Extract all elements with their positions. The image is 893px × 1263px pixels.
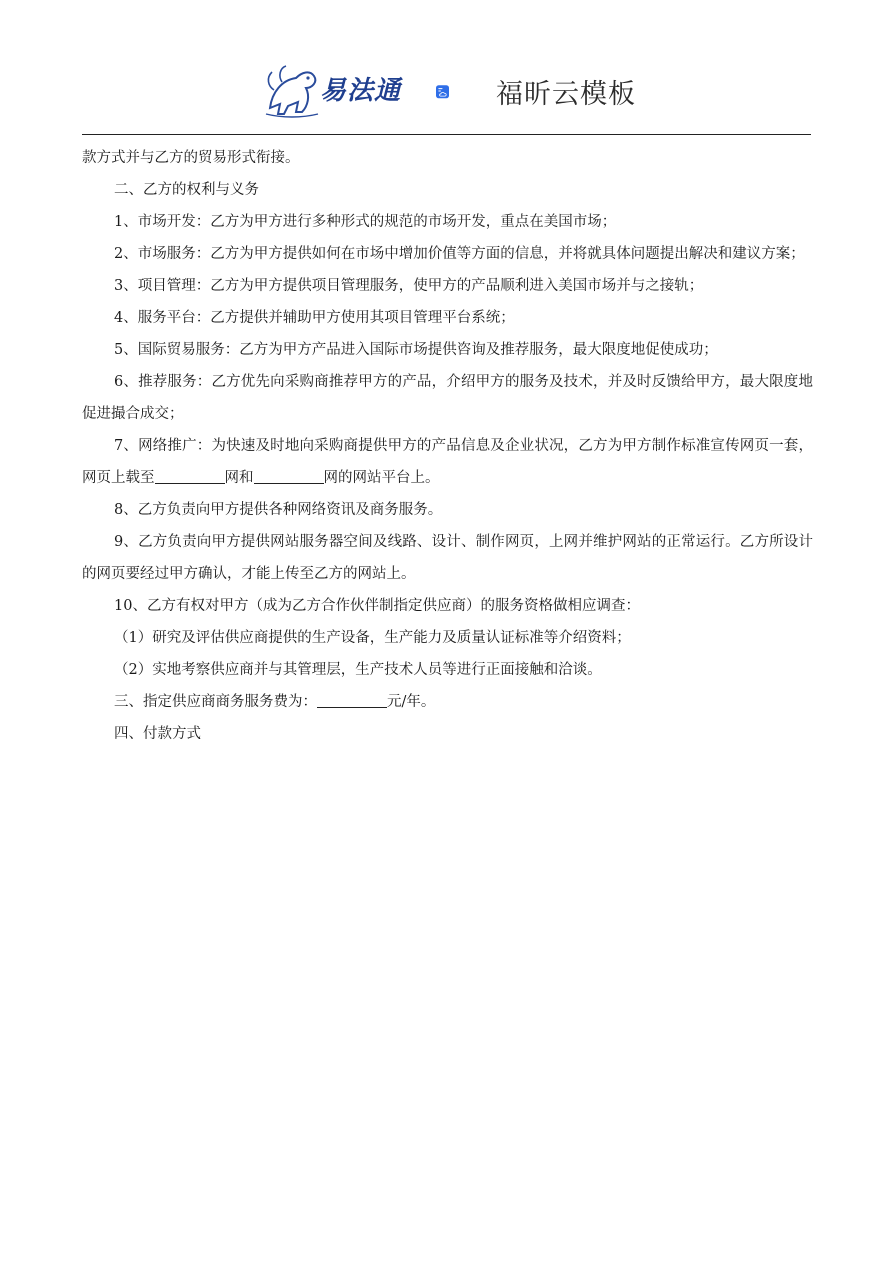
brand-name-left: 易法通 <box>320 76 402 106</box>
fill-blank-website-2[interactable] <box>254 469 324 484</box>
foxit-cloud-template-logo <box>436 66 488 118</box>
paragraph: （1）研究及评估供应商提供的生产设备，生产能力及质量认证标准等介绍资料； <box>114 630 631 646</box>
fee-text-2: 元/年。 <box>387 694 436 710</box>
paragraph: 1、市场开发：乙方为甲方进行多种形式的规范的市场开发，重点在美国市场； <box>114 214 617 230</box>
section-heading-2: 二、乙方的权利与义务 <box>114 182 259 198</box>
paragraph: 3、项目管理：乙方为甲方提供项目管理服务，使甲方的产品顺利进入美国市场并与之接轨； <box>114 278 704 294</box>
para7-text-3: 网的网站平台上。 <box>323 470 440 486</box>
paragraph: 5、国际贸易服务：乙方为甲方产品进入国际市场提供咨询及推荐服务，最大限度地促使成功； <box>114 342 718 358</box>
fee-text-1: 三、指定供应商商务服务费为： <box>114 694 317 710</box>
paragraph: 2、市场服务：乙方为甲方提供如何在市场中增加价值等方面的信息，并将就具体问题提出解决和建议方案； <box>114 246 805 262</box>
paragraph: 9、乙方负责向甲方提供网站服务器空间及线路、设计、制作网页，上网并维护网站的正常运行。乙方所设计的网页要经过甲方确认，才能上传至乙方的网站上。 <box>82 534 813 582</box>
paragraph-service-fee <box>82 686 813 718</box>
para7-text-2: 网和 <box>224 470 254 486</box>
para7-text-1: 7、网络推广：为快速及时地向采购商提供甲方的产品信息及企业状况，乙方为甲方制作标准宣传网页一套，网页上载至 <box>82 438 813 486</box>
section-heading-4: 四、付款方式 <box>114 726 201 742</box>
document-body <box>82 142 813 750</box>
paragraph: （2）实地考察供应商并与其管理层，生产技术人员等进行正面接触和洽谈。 <box>114 662 602 678</box>
paragraph: 6、推荐服务：乙方优先向采购商推荐甲方的产品，介绍甲方的服务及技术，并及时反馈给甲方，最大限度地促进撮合成交； <box>82 374 813 422</box>
page-header <box>0 0 893 134</box>
paragraph: 10、乙方有权对甲方（成为乙方合作伙伴制指定供应商）的服务资格做相应调查： <box>114 598 640 614</box>
paragraph-web-promotion <box>82 430 813 494</box>
paragraph: 4、服务平台：乙方提供并辅助甲方使用其项目管理平台系统； <box>114 310 515 326</box>
fill-blank-website-1[interactable] <box>155 469 225 484</box>
header-divider <box>82 134 811 135</box>
paragraph: 款方式并与乙方的贸易形式衔接。 <box>82 150 300 166</box>
paragraph: 8、乙方负责向甲方提供各种网络资讯及商务服务。 <box>114 502 443 518</box>
fill-blank-fee[interactable] <box>317 693 387 708</box>
brand-name-right: 福昕云模板 <box>496 79 636 110</box>
